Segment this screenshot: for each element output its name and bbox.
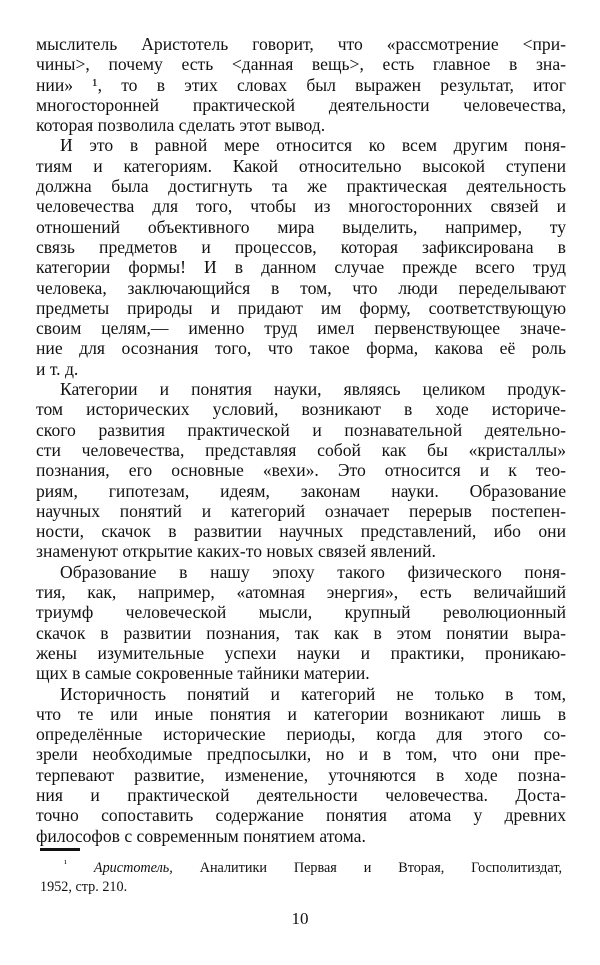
text-line: философов с современным понятием атома. [36,825,366,846]
text-line: риям, гипотезам, идеям, законам науки. Образование [36,480,566,501]
text-line: что те или иные понятия и категории возникают лишь в [36,703,566,724]
footnote-author: Аристотель, [93,860,173,876]
text-line: знаменуют открытие каких-то новых связей явлений. [36,541,436,562]
text-line: ского развития практической и познавательной деятельно- [36,419,566,440]
footnote-divider [40,848,80,851]
text-line: триумф человеческой мысли, крупный революционный [36,602,566,623]
text-line: человечества для того, чтобы из многосторонних связей и [36,196,566,217]
text-line: тия, как, например, «атомная энергия», есть величайший [36,582,566,603]
text-line: научных понятий и категорий означает перерыв постепен- [36,500,566,521]
text-line: чины>, почему есть <данная вещь>, есть главное в зна- [36,54,566,75]
text-line: ние для осознания того, что такое форма, какова её роль [36,338,566,359]
text-line: зрели необходимые предпосылки, но и в том, что они пре- [36,744,566,765]
text-line: ности, скачок в развитии научных представлений, ибо они [36,521,566,542]
text-line: точно сопоставить содержание понятия атома у древних [36,805,566,826]
text-line: терпевают развитие, изменение, уточняются в ходе позна- [36,764,566,785]
text-line: жены изумительные успехи науки и практики, проникаю- [36,642,566,663]
text-line: связь предметов и процессов, которая зафиксирована в [36,236,566,257]
footnote-source: Аналитики Первая и Вторая, Госполитиздат, [199,860,562,876]
text-line: Историчность понятий и категорий не только в том, [60,683,566,704]
text-line: И это в равной мере относится ко всем другим поня- [60,135,566,156]
text-line: своим целям,— именно труд имел первенствующее значе- [36,318,566,339]
text-line: скачок в развитии познания, так как в этом понятии выра- [36,622,566,643]
text-line: Образование в нашу эпоху такого физического поня- [60,561,566,582]
text-line: предметы природы и придают им форму, соответствующую [36,297,566,318]
text-line: определённые исторические периоды, когда для этого со- [36,724,566,745]
text-line: мыслитель Аристотель говорит, что «рассмотрение <при- [36,34,566,54]
page-number: 10 [291,909,309,928]
text-line: нии» ¹, то в этих словах был выражен результат, итог [36,74,566,95]
text-line: том исторических условий, возникают в ходе историче- [36,399,566,420]
footnote-line: 1952, стр. 210. [40,879,128,895]
text-line: которая позволила сделать этот вывод. [36,115,326,136]
text-line: тиям и категориям. Какой относительно высокой ступени [36,155,566,176]
footnote [40,859,562,897]
footnote-line [40,859,562,878]
text-line: отношений объективного мира выделить, например, ту [36,216,566,237]
text-line: должна была достигнуть та же практическая деятельность [36,176,566,197]
text-line: познания, его основные «вехи». Это относится и к тео- [36,460,566,481]
text-line: категории формы! И в данном случае прежде всего труд [36,257,566,278]
text-line: и т. д. [36,358,79,379]
text-line: щих в самые сокровенные тайники материи. [36,663,370,684]
text-line: сти человечества, представляя собой как бы «кристаллы» [36,439,566,460]
text-line: человека, заключающийся в том, что люди переделывают [36,277,566,298]
text-line: Категории и понятия науки, являясь целиком продук- [60,379,566,400]
page-body-text [36,34,566,846]
text-line: ния и практической деятельности человечества. Доста- [36,784,566,805]
footnote-marker: ¹ [64,859,67,870]
text-line: многосторонней практической деятельности человечества, [36,94,566,115]
